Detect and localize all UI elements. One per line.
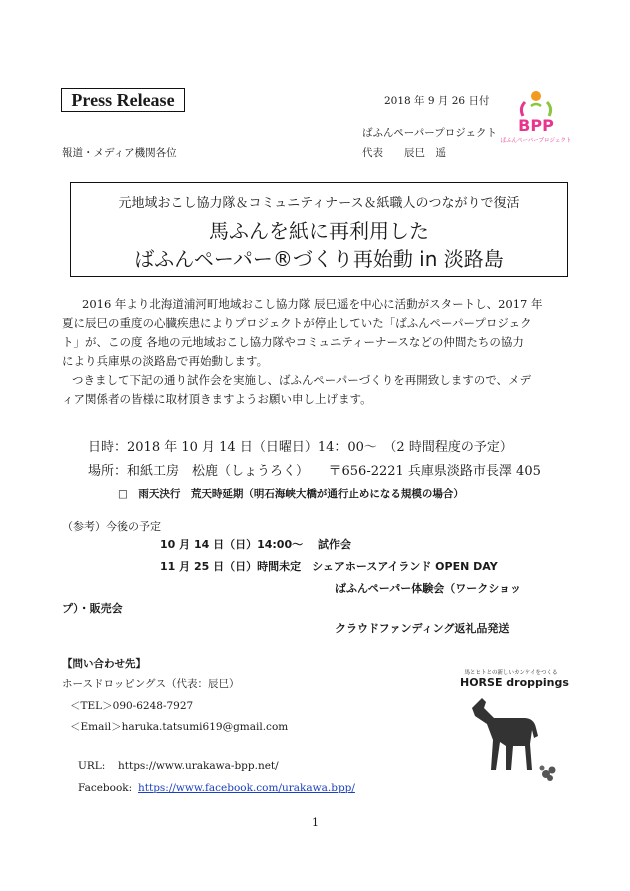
title-box — [70, 182, 568, 277]
event-place: 場所：和紙工房 松鹿（しょうろく） 〒656-2221 兵庫県淡路市長澤 405 — [88, 464, 541, 479]
page-number: 1 — [312, 816, 319, 829]
recipients: 報道・メディア機関各位 — [62, 147, 177, 159]
bpp-logo-icon — [500, 84, 572, 148]
horse-logo-tagline: 馬とヒトとの新しいカンケイをつくる — [464, 670, 558, 676]
body-p1-l3: ト」が、この度 各地の元地域おこし協力隊やコミュニティーナースなどの仲間たちの協力 — [62, 335, 524, 349]
url-label: URL: — [78, 760, 106, 772]
website-link[interactable]: https://www.urakawa-bpp.net/ — [118, 760, 279, 772]
body-p1-l1: 2016 年より北海道浦河町地域おこし協力隊 辰巳遥を中心に活動がスタートし、2017 年 — [82, 297, 543, 311]
project-name: ばふんペーパープロジェクト — [362, 127, 498, 139]
body-p1-l2: 夏に辰巳の重度の心臓疾患によりプロジェクトが停止していた「ばふんペーパープロジェク — [62, 316, 532, 330]
schedule-row-2c: プ）・販売会 — [62, 602, 123, 615]
contact-email[interactable]: ＜Email＞haruka.tatsumi619@gmail.com — [70, 721, 289, 733]
facebook-link[interactable]: https://www.facebook.com/urakawa.bpp/ — [138, 782, 355, 794]
schedule-row-1: 10 月 14 日（日）14:00～ 試作会 — [160, 538, 351, 551]
body-p2-l2: ィア関係者の皆様に取材頂きますようお願い申し上げます。 — [62, 392, 372, 406]
horse-logo-text: HORSE droppings — [460, 676, 569, 689]
schedule-heading: （参考）今後の予定 — [62, 520, 161, 533]
facebook-label: Facebook: — [78, 782, 133, 794]
rain-note: □ 雨天決行 荒天時延期（明石海峡大橋が通行止めになる規模の場合） — [118, 488, 464, 500]
body-p1-l4: により兵庫県の淡路島で再始動します。 — [62, 354, 269, 368]
horse-icon — [464, 694, 560, 784]
body-p2-l1: つきまして下記の通り試作会を実施し、ばふんペーパーづくりを再開致しますので、メデ — [72, 373, 531, 387]
schedule-row-3: クラウドファンディング返礼品発送 — [335, 622, 510, 635]
bpp-logo-subtext: ばふんペーパープロジェクト — [500, 138, 572, 144]
bpp-logo-text: BPP — [518, 116, 554, 135]
event-date: 日時：2018 年 10 月 14 日（日曜日）14：00～ （2 時間程度の予定） — [88, 440, 513, 455]
schedule-row-2b: ばふんペーパー体験会（ワークショッ — [335, 582, 522, 595]
contact-heading: 【問い合わせ先】 — [62, 658, 146, 670]
contact-tel: ＜TEL＞090-6248-7927 — [70, 700, 194, 712]
title-line-1: 馬ふんを紙に再利用した — [209, 219, 429, 243]
contact-org: ホースドロッピングス（代表：辰巳） — [62, 678, 240, 690]
title-subtitle: 元地域おこし協力隊＆コミュニティナース＆紙職人のつながりで復活 — [118, 196, 520, 211]
schedule-row-2: 11 月 25 日（日）時間未定 シェアホースアイランド OPEN DAY — [160, 560, 498, 573]
bpp-logo — [500, 84, 572, 148]
title-line-2: ばふんペーパー®づくり再始動 in 淡路島 — [134, 247, 504, 271]
press-release-label: Press Release — [61, 88, 185, 112]
horse-droppings-logo — [460, 668, 569, 784]
representative: 代表 辰巳 遥 — [362, 147, 446, 159]
release-date: 2018 年 9 月 26 日付 — [384, 95, 490, 107]
